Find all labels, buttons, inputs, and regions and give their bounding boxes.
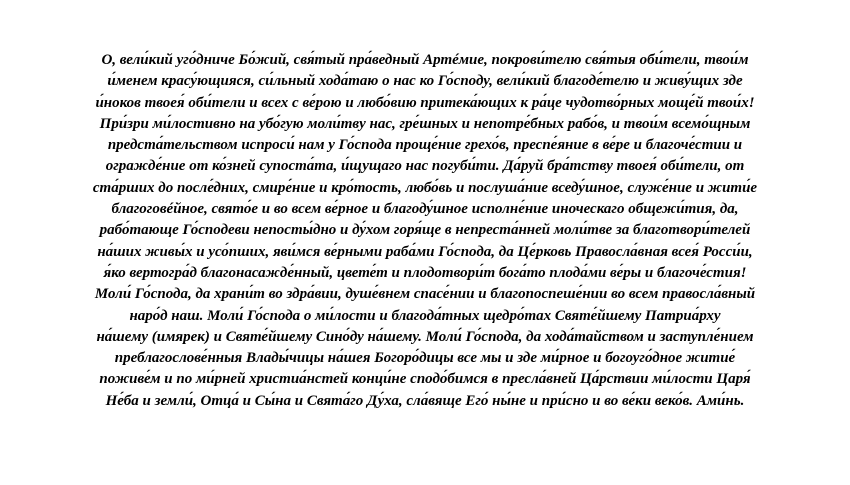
prayer-line: поживе́м и по ми́рней христиа́нстей конци́не сподо́бимся в пресла́вней Ца́рствии ми́лости Царя́ — [99, 371, 751, 388]
prayer-line: на́ших живы́х и усо́пших, яви́мся ве́рными раба́ми Го́спода, да Це́рковь Правосла́вная всея́ Росси́и, — [97, 243, 753, 260]
prayer-line: О, вели́кий уго́дниче Бо́жий, свя́тый пра́ведный Артéмие, покрови́телю свя́тыя оби́тели, твои́м — [101, 52, 749, 68]
prayer-text — [40, 50, 810, 412]
prayer-line: и́менем красу́ющияся, си́льный хода́таю о нас ко Го́споду, вели́кий благоде́телю и живу́щих зде — [107, 73, 743, 90]
prayer-line: Не́ба и земли́, Отца́ и Сы́на и Свята́го Ду́ха, сла́вяще Его́ ны́не и при́сно и во ве́ки веко́в. Ами́нь. — [105, 392, 745, 409]
prayer-line: наро́д наш. Моли́ Го́спода о ми́лости и благода́тных щедро́тах Святе́йшему Патриа́рху — [129, 307, 721, 324]
prayer-line: рабо́тающе Го́сподеви непосты́дно и ду́хом горя́ще в непреста́нней моли́тве за благотвори́телей — [99, 222, 751, 239]
prayer-line: огражде́ние от ко́зней супоста́та, и́щущаго нас погуби́ти. Да́руй бра́тству твоея́ оби́тели, от — [105, 158, 745, 175]
prayer-line: предста́тельством испроси́ нам у Го́спода проще́ние грехо́в, преспе́яние в ве́ре и благоче́стии и — [107, 137, 743, 154]
prayer-line: благоговéйное, свято́е и во всем ве́рное и благоду́шное исполне́ние иноческаго общежи́тия, да, — [111, 201, 739, 218]
prayer-line: ста́рших до после́дних, смире́ние и кро́тость, любо́вь и послуша́ние вседу́шное, служе́ние и жити́е — [92, 179, 758, 196]
prayer-line: я́ко вертогра́д благонасажде́нный, цвете́т и плодотвори́т бога́то плода́ми ве́ры и благоче́стия! — [103, 264, 747, 281]
prayer-line: и́ноков твоея́ оби́тели и всех с ве́рою и любо́вию притека́ющих к ра́це чудотво́рных моще́й твои́х! — [95, 94, 755, 111]
prayer-line: Моли́ Го́спода, да храни́т во здра́вии, душе́внем спасе́нии и благопоспеше́нии во всем правосла́вный — [94, 286, 756, 303]
prayer-line: на́шему (имярек) и Святе́йшему Сино́ду на́шему. Моли́ Го́спода, да хода́тайством и заступле́нием — [96, 328, 754, 345]
prayer-line: При́зри ми́лостивно на убо́гую моли́тву нас, гре́шных и непотре́бных рабо́в, и твои́м всемо́щным — [99, 115, 751, 132]
prayer-line: преблагослове́нныя Влады́чицы на́шея Богоро́дицы все мы и зде ми́рное и богоуго́дное житие́ — [114, 350, 736, 367]
